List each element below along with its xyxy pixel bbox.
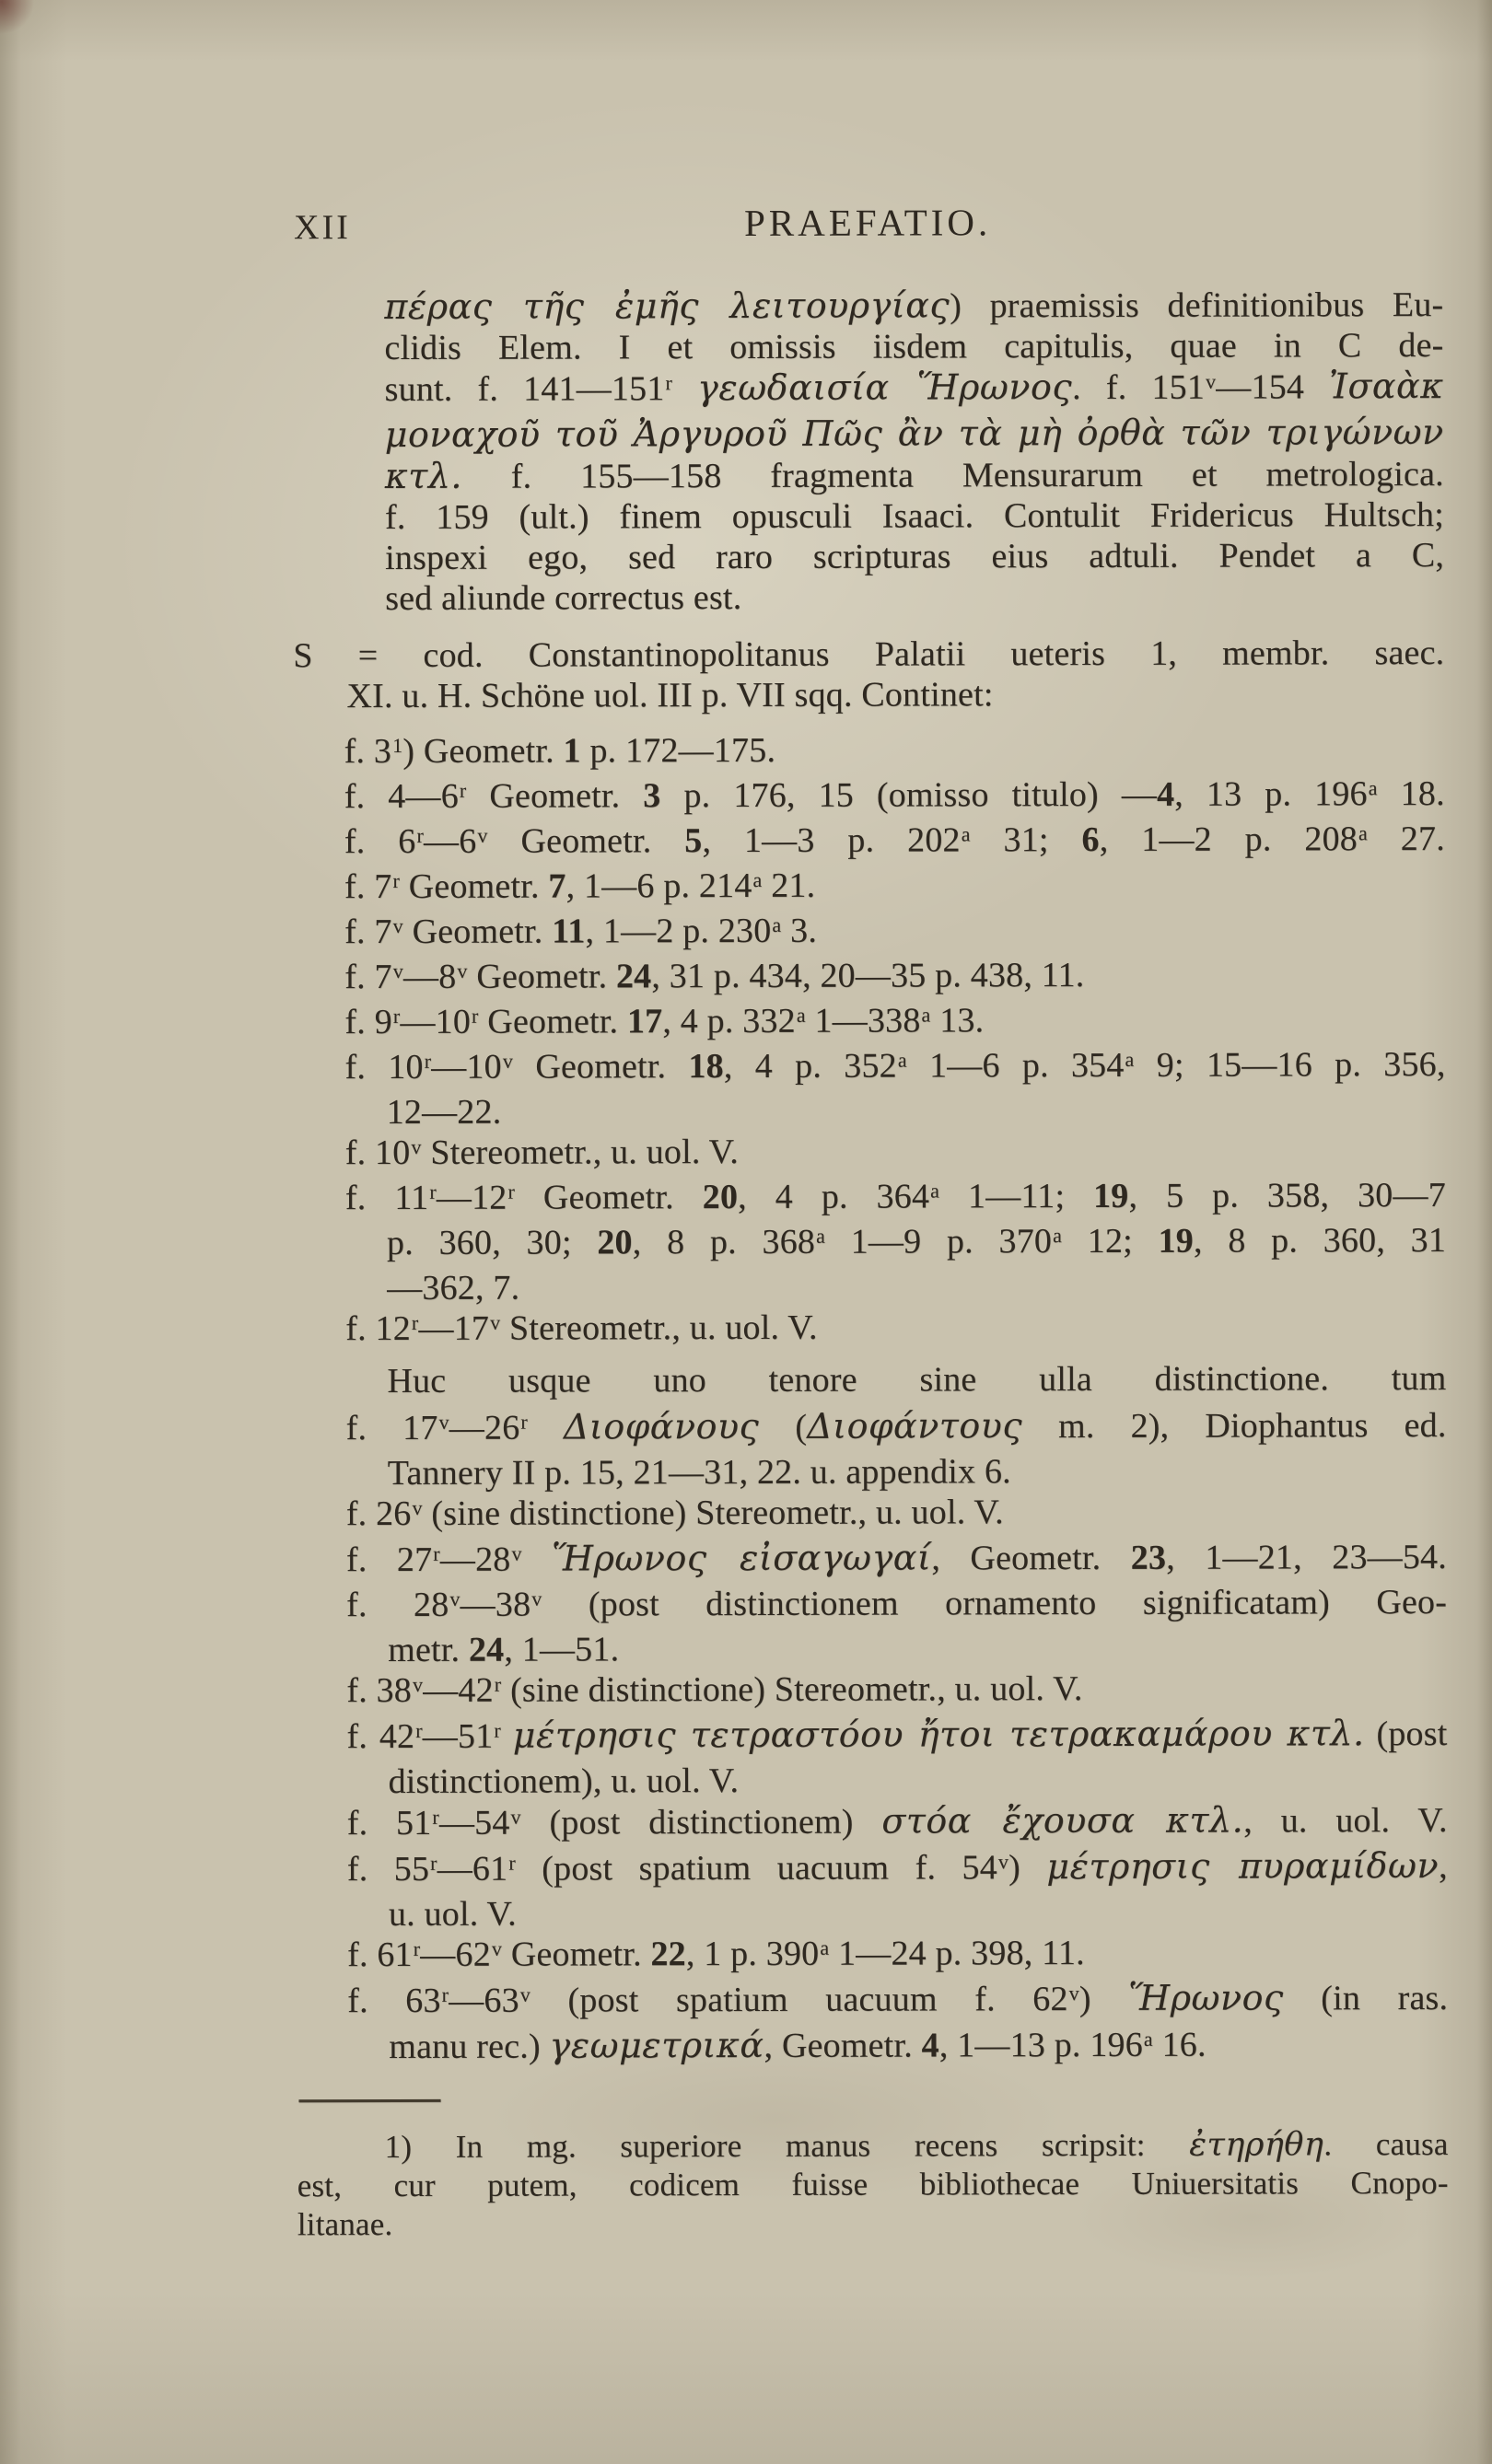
text-segment: sed aliunde correctus est. (385, 578, 742, 619)
text-line (385, 494, 1444, 538)
superscript: r (411, 1310, 419, 1334)
text-segment: , 8 p. 360, 31 (1193, 1221, 1447, 1261)
text-line (345, 1404, 1446, 1453)
text-segment: , 1—6 p. 214 (565, 866, 752, 906)
text-line (344, 864, 1445, 912)
text-segment: Geometr. (466, 776, 644, 816)
superscript: r (494, 1672, 502, 1696)
superscript: v (412, 1495, 423, 1519)
text-segment: (sine distinctione) Stereometr., u. uol. V. (422, 1493, 1004, 1533)
greek-text: στόα ἔχουσα κτλ. (881, 1799, 1244, 1842)
text-line (346, 1713, 1447, 1761)
text-line (347, 1799, 1448, 1848)
text-segment: f. 55 (346, 1849, 430, 1889)
superscript: v (510, 1805, 521, 1829)
contents-entry (344, 909, 1445, 957)
superscript: v (477, 823, 488, 847)
text-segment: ) (1078, 1979, 1129, 2019)
text-line (345, 1130, 1446, 1178)
text-segment: f. 63 (347, 1981, 441, 2021)
text-segment: 9; 15—16 p. 356, (1134, 1045, 1446, 1085)
text-segment: 31; (970, 820, 1082, 860)
text-segment: 1—6 p. 354 (906, 1045, 1125, 1086)
contents-entry (346, 1713, 1447, 1802)
page-header (292, 199, 1443, 250)
text-segment: Geometr. (402, 912, 553, 951)
text-segment: Geometr. (467, 957, 616, 996)
superscript: r (413, 1936, 421, 1960)
text-segment: —6 (423, 821, 477, 861)
text-segment: f. 12 (345, 1308, 411, 1349)
superscript: r (665, 370, 673, 394)
text-segment: 1—338 (805, 1001, 921, 1040)
text-segment: clidis Elem. I et omissis iisdem capitulis, quae in C de- (384, 326, 1444, 368)
superscript: v (511, 1541, 522, 1565)
text-line (344, 954, 1445, 1002)
superscript: a (816, 1224, 826, 1248)
page-number: XII (294, 208, 351, 248)
text-segment: f. 7 (344, 912, 392, 952)
text-line (389, 1759, 1448, 1802)
superscript: a (1368, 775, 1378, 799)
text-line (346, 1582, 1447, 1630)
superscript: r (520, 1410, 528, 1434)
codex-s-paragraph (293, 633, 1444, 716)
contents-entry (346, 1582, 1447, 1670)
superscript: v (412, 1672, 424, 1696)
text-segment: sunt. f. 141—151 (384, 369, 665, 410)
text-segment: Tannery II p. 15, 21—31, 22. u. appendix 6. (387, 1452, 1011, 1494)
text-segment: , Geometr. (931, 1538, 1131, 1578)
text-segment: , 4 p. 364 (738, 1177, 930, 1217)
text-segment: , 4 p. 332 (662, 1001, 796, 1041)
greek-text: Ἰσαὰκ (1329, 366, 1444, 407)
greek-text: πέρας τῆς ἐμῆς λειτουργίας (384, 285, 950, 328)
text-segment: f. 61 (346, 1935, 413, 1975)
text-segment: f. 3 (344, 732, 392, 772)
superscript: v (392, 913, 403, 937)
text-segment: (post spatium uacuum f. 54 (515, 1848, 997, 1889)
text-line (346, 1536, 1447, 1585)
text-segment: litanae. (297, 2206, 393, 2243)
contents-entry (347, 1977, 1448, 2072)
superscript: a (796, 1003, 806, 1027)
text-segment: f. 6 (344, 821, 416, 862)
text-line (344, 773, 1445, 821)
contents-entry (344, 864, 1445, 912)
text-line (385, 575, 1444, 619)
text-segment: , 1—13 p. 196 (938, 2025, 1143, 2065)
text-segment (501, 1717, 513, 1756)
text-line (297, 2202, 1449, 2244)
greek-text: γεωμετρικά (549, 2024, 764, 2066)
text-segment: —63 (449, 1981, 519, 2020)
text-segment: —362, 7. (387, 1268, 520, 1308)
superscript: r (507, 1180, 516, 1203)
greek-text: γεωδαισία Ἥρωνος (697, 366, 1073, 409)
text-line (297, 2125, 1449, 2167)
text-segment: Geometr. (487, 821, 685, 861)
superscript: a (752, 867, 763, 891)
text-segment: , 1—2 p. 230 (585, 911, 772, 951)
superscript: r (459, 778, 467, 802)
text-segment: —26 (449, 1408, 520, 1447)
bold-chapter-number: 7 (548, 866, 566, 906)
text-segment: Geometr. (513, 1047, 689, 1087)
text-line (344, 819, 1445, 866)
contents-entry (347, 1932, 1448, 1980)
text-segment: 21. (762, 866, 816, 905)
superscript: r (441, 1982, 449, 2006)
contents-entry (346, 1668, 1447, 1715)
text-line (347, 1845, 1448, 1894)
text-column (292, 284, 1449, 2244)
text-segment: —8 (402, 957, 457, 996)
text-line (344, 909, 1445, 957)
superscript: r (415, 1718, 423, 1742)
text-segment: —154 (1216, 367, 1330, 407)
greek-text: μέτρησις πυραμίδων (1046, 1845, 1440, 1888)
superscript: v (438, 1410, 449, 1434)
superscript: r (416, 823, 425, 847)
text-segment: f. 7 (344, 958, 392, 997)
text-segment: f. 4—6 (344, 776, 459, 817)
text-segment: Stereometr., u. uol. V. (500, 1308, 818, 1348)
text-segment: 12; (1062, 1221, 1159, 1261)
text-segment: , Geometr. (763, 2026, 922, 2065)
text-line (388, 1627, 1447, 1670)
greek-text: κτλ. (384, 455, 463, 497)
text-segment: metr. (388, 1630, 469, 1670)
superscript: r (430, 1851, 437, 1875)
text-segment: 13. (930, 1001, 985, 1040)
text-segment: distinctionem), u. uol. V. (388, 1761, 740, 1802)
superscript: v (502, 1049, 514, 1073)
superscript: a (921, 1003, 931, 1027)
text-line (344, 1044, 1445, 1092)
superscript: a (897, 1048, 907, 1072)
text-segment: Geometr. (502, 1935, 651, 1974)
bold-chapter-number: 6 (1081, 819, 1100, 860)
text-line (385, 453, 1444, 497)
superscript: v (1068, 1981, 1079, 2005)
superscript: r (432, 1805, 439, 1829)
superscript: r (392, 868, 401, 892)
text-segment: , 1—51. (504, 1630, 620, 1669)
text-segment: ) (1008, 1848, 1047, 1888)
text-segment: (post distinctionem ornamento significatam) Geo- (542, 1583, 1448, 1624)
text-segment: p. 360, 30; (386, 1223, 598, 1263)
text-line (387, 1220, 1446, 1268)
footnote-separator-rule (298, 2099, 440, 2102)
text-segment: 3. (781, 911, 818, 950)
bold-chapter-number: 5 (684, 821, 703, 861)
bold-chapter-number: 1 (563, 731, 581, 771)
text-segment: , 1—21, 23—54. (1166, 1538, 1447, 1577)
text-line (345, 1306, 1446, 1354)
text-segment: —42 (423, 1670, 494, 1710)
text-segment: ( (759, 1407, 808, 1447)
superscript: v (519, 1982, 531, 2006)
text-segment: u. uol. V. (388, 1894, 517, 1935)
text-segment: —12 (436, 1178, 507, 1217)
text-segment: —38 (460, 1585, 531, 1624)
text-line (387, 1089, 1446, 1133)
text-segment: f. 10 (344, 1047, 424, 1087)
footnote (297, 2125, 1449, 2244)
text-segment: 18. (1377, 774, 1445, 814)
text-line (387, 1358, 1446, 1401)
superscript: v (449, 1586, 460, 1610)
contents-entry (345, 1175, 1446, 1308)
text-segment: —61 (437, 1849, 508, 1889)
text-segment: , (1439, 1847, 1448, 1887)
text-segment (672, 369, 697, 408)
text-segment: 1) In mg. superiore manus recens scripsit: (384, 2126, 1190, 2166)
text-line (346, 673, 1444, 716)
text-segment: , 1 p. 390 (685, 1934, 820, 1974)
contents-entry (345, 1404, 1446, 1494)
text-segment: m. 2), Diophantus ed. (1022, 1406, 1447, 1447)
text-segment: —10 (400, 1002, 472, 1041)
text-segment: p. 176, 15 (omisso titulo) — (660, 774, 1158, 816)
text-segment: Geometr. (514, 1178, 703, 1217)
text-segment: —10 (431, 1047, 502, 1087)
contents-entry (346, 1536, 1447, 1585)
greek-text: Ἥρωνος εἰσαγωγαί (552, 1537, 932, 1579)
greek-text: Διοφάντους (807, 1405, 1023, 1447)
text-segment: f. 7 (344, 867, 392, 907)
text-segment: 1—9 p. 370 (825, 1222, 1053, 1261)
bold-chapter-number: 11 (552, 912, 586, 951)
note-paragraph (387, 1358, 1446, 1401)
contents-entry (344, 999, 1445, 1047)
superscript: 1 (392, 733, 403, 757)
superscript: v (531, 1586, 542, 1610)
intro-paragraph (384, 284, 1444, 619)
text-segment: (sine distinctione) Stereometr., u. uol. V. (501, 1669, 1083, 1710)
text-line (297, 2164, 1449, 2205)
contents-entry (346, 1491, 1447, 1539)
bold-chapter-number: 22 (650, 1935, 686, 1974)
text-segment: —28 (439, 1540, 511, 1579)
superscript: v (491, 1936, 503, 1960)
text-segment: , 8 p. 368 (632, 1222, 816, 1262)
text-line (385, 366, 1444, 414)
superscript: r (424, 1049, 432, 1073)
superscript: r (433, 1541, 440, 1565)
bold-chapter-number: 20 (597, 1223, 633, 1262)
superscript: a (820, 1935, 830, 1959)
superscript: a (1143, 2027, 1153, 2051)
text-segment: f. 38 (346, 1670, 413, 1711)
superscript: a (772, 912, 782, 936)
contents-entry (344, 1044, 1445, 1133)
text-segment: ) praemissis definitionibus Eu- (950, 285, 1444, 326)
running-title: PRAEFATIO. (743, 201, 992, 245)
text-segment: f. 42 (346, 1716, 415, 1757)
superscript: r (429, 1180, 437, 1203)
text-line (384, 284, 1443, 328)
text-segment: (post (1364, 1714, 1448, 1754)
text-segment: , 5 p. 358, 30—7 (1128, 1176, 1446, 1215)
text-segment: f. 10 (344, 1133, 411, 1173)
text-line (384, 325, 1443, 368)
text-segment: 1—24 p. 398, 11. (829, 1934, 1085, 1973)
bold-chapter-number: 24 (615, 957, 652, 996)
text-segment: 12—22. (386, 1092, 502, 1133)
greek-text: μέτρησις τετραστόου ἤτοι τετρακαμάρου κτλ. (512, 1713, 1365, 1756)
text-line (389, 2023, 1448, 2072)
text-segment: Huc usque uno tenore sine ulla distinctione. tum (387, 1359, 1447, 1401)
superscript: r (494, 1718, 501, 1742)
text-segment: Stereometr., u. uol. V. (421, 1133, 740, 1172)
text-segment: ) Geometr. (402, 731, 564, 771)
superscript: a (1358, 820, 1368, 844)
superscript: v (392, 959, 403, 982)
bold-chapter-number: 4 (1156, 774, 1175, 814)
text-line (293, 633, 1444, 676)
superscript: v (457, 959, 468, 982)
superscript: v (997, 1849, 1009, 1873)
text-line (387, 1265, 1446, 1308)
text-segment: f. 155—158 fragmenta Mensurarum et metrologica. (461, 455, 1444, 496)
text-segment: 1—11; (939, 1177, 1094, 1216)
text-segment: —17 (418, 1308, 490, 1348)
contents-entry (347, 1845, 1448, 1935)
text-line (346, 1668, 1447, 1715)
greek-text: Διοφάνους (563, 1405, 760, 1447)
text-segment: f. 26 (345, 1494, 412, 1534)
superscript: a (930, 1178, 940, 1203)
text-segment: Geometr. (399, 866, 549, 906)
contents-entry (344, 773, 1445, 821)
text-line (385, 535, 1444, 578)
superscript: v (490, 1310, 501, 1334)
text-line (347, 1977, 1448, 2026)
text-segment: —62 (420, 1935, 491, 1974)
text-segment: Geometr. (478, 1002, 627, 1041)
text-segment (522, 1540, 553, 1579)
superscript: a (1053, 1223, 1063, 1247)
text-segment: . f. 151 (1072, 367, 1206, 408)
text-line (389, 1891, 1448, 1935)
bold-chapter-number: 17 (626, 1002, 663, 1041)
text-segment: , 4 p. 352 (723, 1046, 897, 1087)
superscript: r (471, 1004, 479, 1028)
text-segment: , 13 p. 196 (1174, 774, 1368, 814)
text-line (347, 1932, 1448, 1980)
text-segment: , 1—3 p. 202 (702, 820, 961, 861)
text-segment: f. 51 (346, 1803, 432, 1843)
text-line (388, 1450, 1447, 1494)
bold-chapter-number: 23 (1130, 1538, 1167, 1577)
text-segment: est, cur putem, codicem fuisse bibliothecae Uniuersitatis Cnopo- (297, 2165, 1449, 2204)
contents-entry (345, 1306, 1446, 1354)
text-segment: , u. uol. V. (1243, 1801, 1448, 1841)
text-segment: f. 159 (ult.) finem opusculi Isaaci. Contulit Fridericus Hultsch; (384, 495, 1445, 538)
text-segment: , 31 p. 434, 20—35 p. 438, 11. (651, 956, 1085, 996)
text-segment: f. 17 (345, 1408, 438, 1448)
superscript: r (508, 1851, 516, 1875)
text-segment: p. 172—175. (580, 730, 776, 771)
superscript: v (1206, 369, 1217, 393)
text-segment: manu rec.) (389, 2027, 550, 2067)
contents-entry (344, 954, 1445, 1002)
greek-text: μοναχοῦ τοῦ Ἀργυροῦ Πῶς ἂν τὰ μὴ ὀρθὰ τῶν τριγώνων (384, 412, 1444, 456)
text-segment: —54 (438, 1803, 510, 1842)
bold-chapter-number: 4 (921, 2026, 939, 2065)
text-segment: 16. (1152, 2025, 1206, 2064)
superscript: v (411, 1134, 422, 1158)
text-segment: S = cod. Constantinopolitanus Palatii ueteris 1, membr. saec. (293, 633, 1445, 676)
text-segment: , 1—2 p. 208 (1099, 819, 1358, 859)
text-line (345, 1175, 1446, 1223)
text-segment: (post spatium uacuum f. 62 (530, 1980, 1068, 2020)
text-segment: f. 27 (345, 1540, 433, 1580)
text-segment: . causa (1323, 2126, 1449, 2163)
superscript: a (961, 821, 971, 845)
contents-entry (345, 1130, 1446, 1178)
bold-chapter-number: 3 (643, 776, 661, 816)
text-segment: (in ras. (1283, 1979, 1449, 2018)
text-segment: inspexi ego, sed raro scripturas eius adtuli. Pendet a C, (385, 536, 1445, 578)
greek-text: Ἥρωνος (1128, 1977, 1284, 2018)
text-line (346, 1491, 1447, 1539)
bold-chapter-number: 18 (688, 1047, 724, 1087)
bold-chapter-number: 24 (468, 1630, 505, 1669)
text-segment: XI. u. H. Schöne uol. III p. VII sqq. Continet: (346, 675, 994, 716)
bold-chapter-number: 20 (702, 1178, 739, 1217)
superscript: a (1125, 1047, 1135, 1071)
text-line (344, 999, 1445, 1047)
contents-entry (344, 819, 1445, 866)
text-segment: —51 (422, 1716, 494, 1756)
text-line (344, 728, 1445, 776)
bold-chapter-number: 19 (1093, 1176, 1129, 1216)
greek-text: ἐτηρήθη (1189, 2126, 1324, 2164)
contents-entry (344, 728, 1445, 776)
superscript: r (392, 1004, 401, 1028)
bold-chapter-number: 19 (1158, 1221, 1195, 1261)
text-segment: f. 28 (346, 1585, 449, 1625)
text-segment: f. 11 (344, 1178, 429, 1218)
text-line (385, 412, 1444, 456)
text-segment: 27. (1367, 819, 1445, 859)
text-segment: f. 9 (344, 1003, 392, 1042)
text-segment (528, 1409, 564, 1447)
contents-entry (347, 1799, 1448, 1848)
text-segment: (post distinctionem) (520, 1802, 882, 1842)
